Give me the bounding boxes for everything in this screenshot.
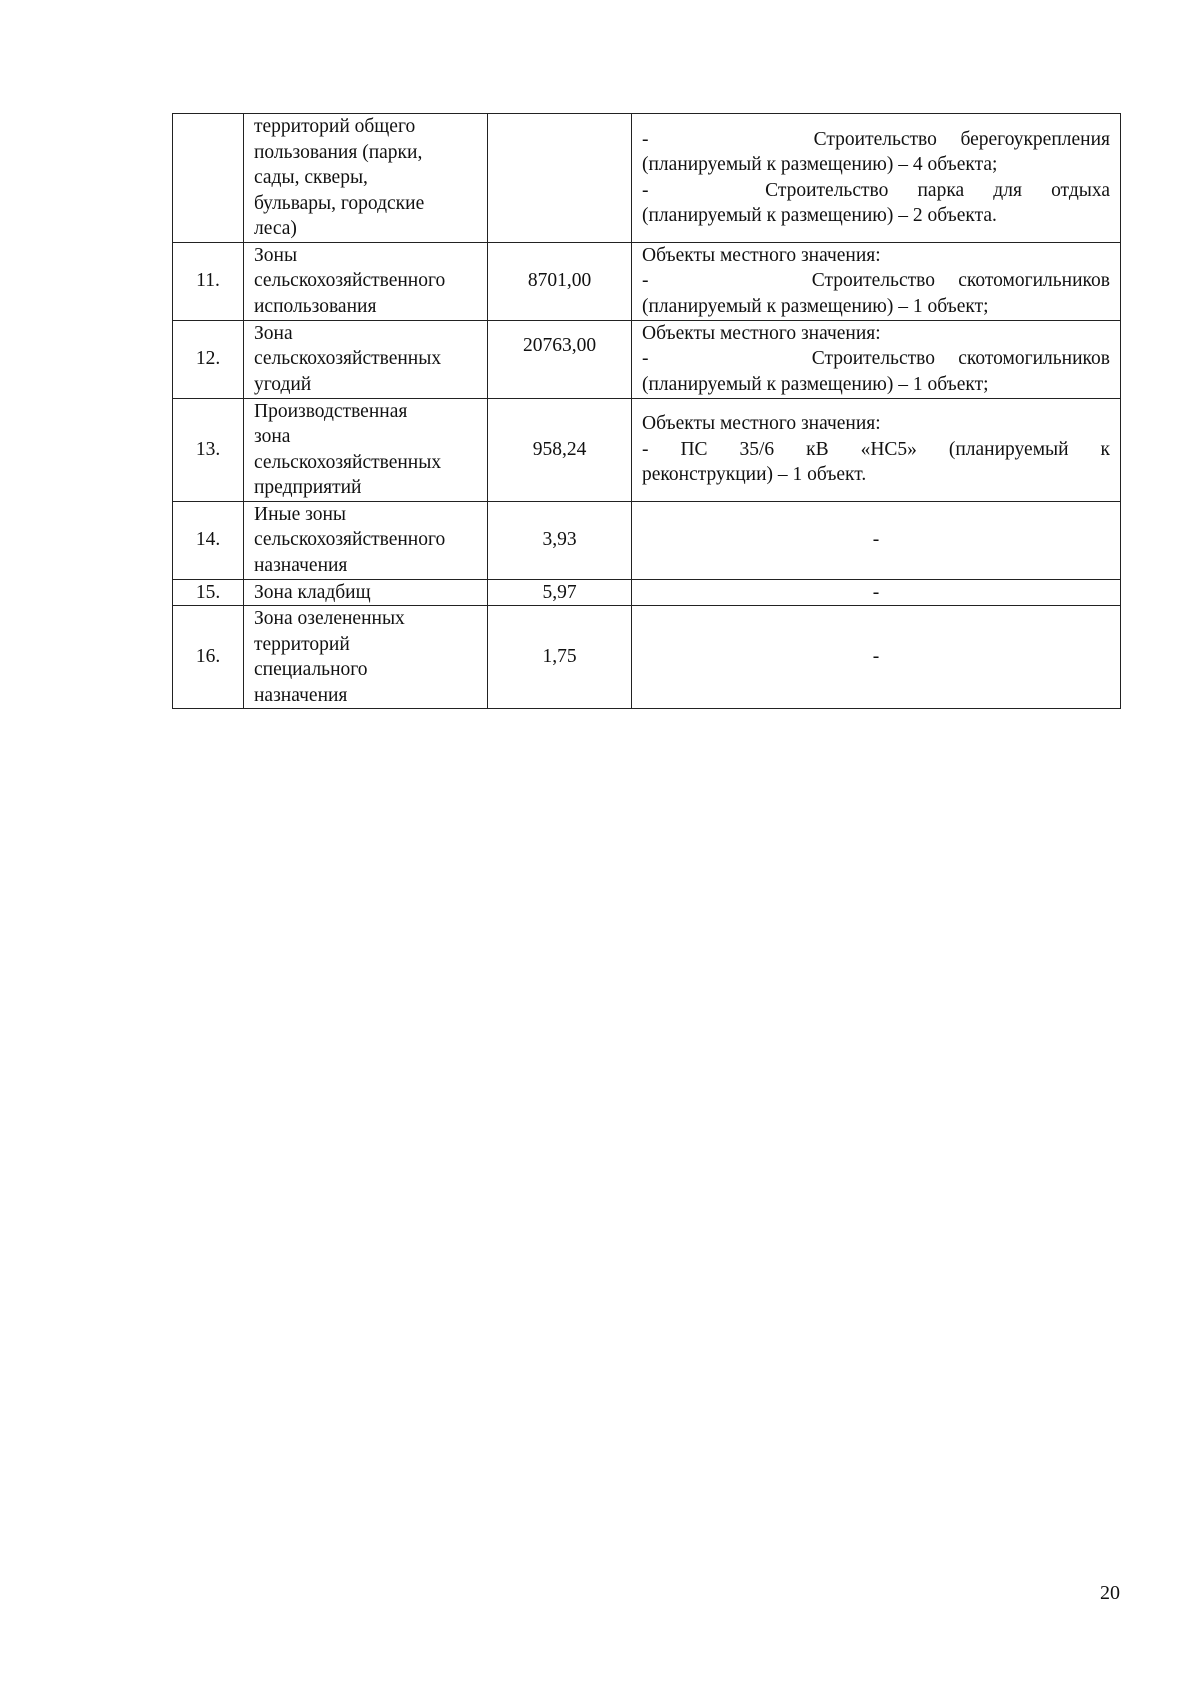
zone-name: Зона кладбищ xyxy=(244,579,488,606)
zone-area: 3,93 xyxy=(488,501,632,579)
table-row xyxy=(173,320,1121,398)
zone-name: Производственная зона сельскохозяйственных предприятий xyxy=(244,398,488,501)
zone-area: 5,97 xyxy=(488,579,632,606)
zone-name: Иные зоны сельскохозяйственного назначения xyxy=(244,501,488,579)
zone-objects: - xyxy=(632,579,1121,606)
row-number: 11. xyxy=(173,242,244,320)
zone-objects: Объекты местного значения: - Строительство скотомогильников (планируемый к размещению) – 1 объект; xyxy=(632,320,1121,398)
table-row xyxy=(173,398,1121,501)
zone-objects: - xyxy=(632,501,1121,579)
zone-objects: - xyxy=(632,606,1121,709)
zone-area: 1,75 xyxy=(488,606,632,709)
zone-name: территорий общего пользования (парки, сады, скверы, бульвары, городские леса) xyxy=(244,114,488,243)
row-number: 16. xyxy=(173,606,244,709)
zone-name: Зона сельскохозяйственных угодий xyxy=(244,320,488,398)
table-row xyxy=(173,242,1121,320)
zones-table xyxy=(172,113,1121,709)
row-number: 14. xyxy=(173,501,244,579)
row-number xyxy=(173,114,244,243)
zone-area: 8701,00 xyxy=(488,242,632,320)
zone-objects: - Строительство берегоукрепления (планируемый к размещению) – 4 объекта; - Строительство парка для отдыха (планируемый к размещению) – 2 объекта. xyxy=(632,114,1121,243)
zone-area xyxy=(488,114,632,243)
page-number: 20 xyxy=(1100,1582,1120,1604)
zone-area: 20763,00 xyxy=(488,320,632,398)
zone-name: Зоны сельскохозяйственного использования xyxy=(244,242,488,320)
table-row xyxy=(173,579,1121,606)
table-row xyxy=(173,501,1121,579)
row-number: 13. xyxy=(173,398,244,501)
zone-objects: Объекты местного значения: - Строительство скотомогильников (планируемый к размещению) – 1 объект; xyxy=(632,242,1121,320)
table-row xyxy=(173,114,1121,243)
zone-area: 958,24 xyxy=(488,398,632,501)
row-number: 15. xyxy=(173,579,244,606)
zone-name: Зона озелененных территорий специального назначения xyxy=(244,606,488,709)
table-row xyxy=(173,606,1121,709)
zone-objects: Объекты местного значения: - ПС 35/6 кВ «НС5» (планируемый к реконструкции) – 1 объект. xyxy=(632,398,1121,501)
row-number: 12. xyxy=(173,320,244,398)
